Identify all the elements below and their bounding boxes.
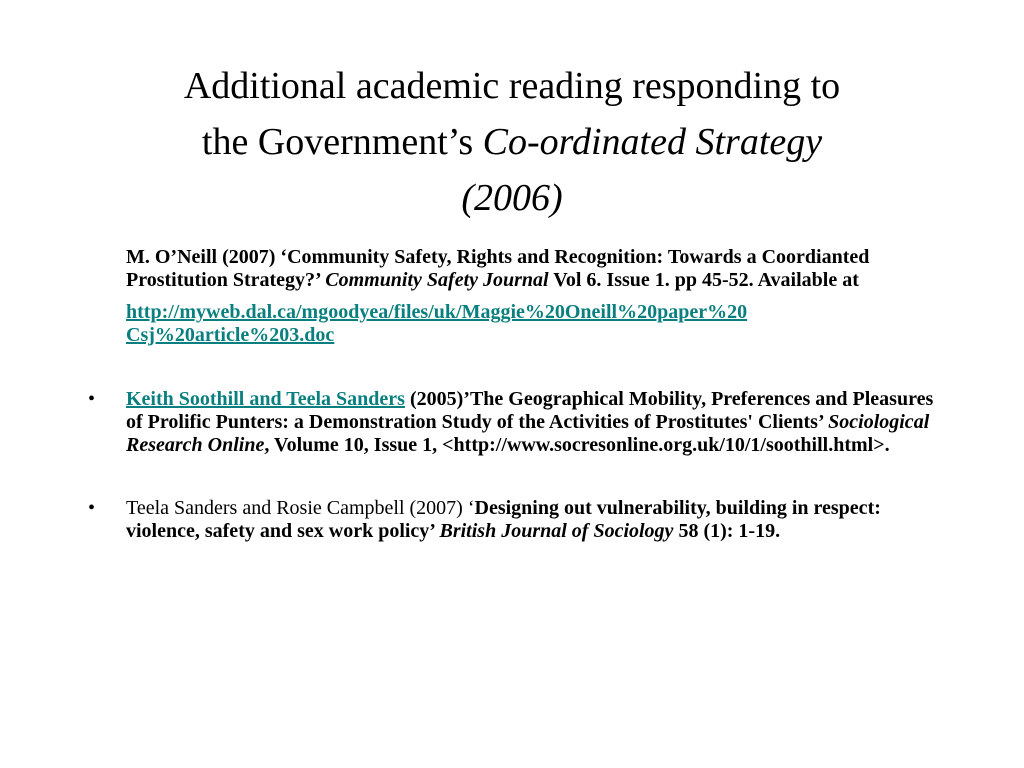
sanders-title: Designing out vulnerability, building in respect: violence, safety and sex work policy’ xyxy=(126,497,881,542)
oneill-journal: Community Safety Journal xyxy=(325,269,549,291)
sanders-authors: Teela Sanders and Rosie Campbell (2007) ‘ xyxy=(126,497,475,519)
oneill-url-line-1: http://myweb.dal.ca/mgoodyea/files/uk/Maggie%20Oneill%20paper%20 xyxy=(126,301,748,323)
oneill-url-link[interactable] xyxy=(126,301,747,346)
title-line-2-prefix: the Government’s xyxy=(201,121,483,163)
soothill-details: , Volume 10, Issue 1, xyxy=(264,434,443,456)
soothill-journal: Sociological Research Online xyxy=(126,411,930,456)
soothill-url: <http://www.socresonline.org.uk/10/1/soothill.html>. xyxy=(442,434,890,456)
oneill-citation: M. O’Neill (2007) ‘Community Safety, Rights and Recognition: Towards a Coordianted Prostitution Strategy?’ xyxy=(126,246,870,291)
title-strategy-name: Co-ordinated Strategy xyxy=(482,121,823,163)
soothill-citation: (2005)’The Geographical Mobility, Preferences and Pleasures of Prolific Punters: a Demonstration Study of the Activities of Prostitutes' Clients’ xyxy=(126,388,934,433)
reference-soothill xyxy=(88,388,941,457)
slide-title xyxy=(80,58,944,226)
soothill-authors-link[interactable]: Keith Soothill and Teela Sanders xyxy=(126,388,405,410)
reference-list xyxy=(88,246,941,543)
oneill-details: Vol 6. Issue 1. pp 45-52. Available at xyxy=(548,269,859,291)
reference-oneill xyxy=(126,246,941,292)
title-year: (2006) xyxy=(461,177,563,219)
title-line-2 xyxy=(80,114,944,170)
sanders-journal: British Journal of Sociology xyxy=(439,520,674,542)
title-line-1: Additional academic reading responding to xyxy=(183,65,841,107)
bullet-icon: • xyxy=(88,497,96,519)
reference-sanders xyxy=(88,497,941,543)
bullet-icon: • xyxy=(88,388,96,410)
oneill-url xyxy=(126,301,941,347)
sanders-details: 58 (1): 1-19. xyxy=(673,520,781,542)
oneill-url-line-2: Csj%20article%203.doc xyxy=(126,324,335,346)
